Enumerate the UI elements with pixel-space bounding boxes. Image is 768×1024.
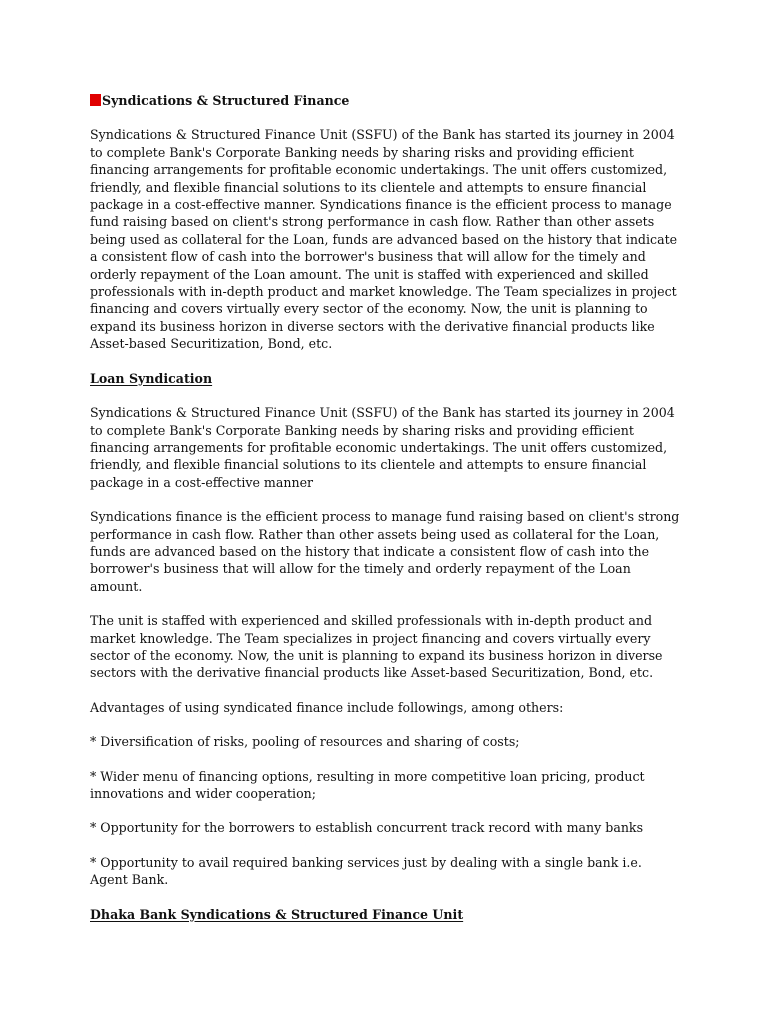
syndications-intro-paragraph: Syndications & Structured Finance Unit (SSFU) of the Bank has started its journey in 2004 to complete Bank's Corporate Banking needs by sharing risks and providing efficient financing arrangements for profitable economic undertakings. The unit offers customized, friendly, and flexible financial solutions to its clientele and attempts to ensure financial package in a cost-effective manner. Syndications finance is the efficient process to manage fund raising based on client's strong performance in cash flow. Rather than other assets being used as collateral for the Loan, funds are advanced based on the history that indicate a consistent flow of cash into the borrower's business that will allow for the timely and orderly repayment of the Loan amount. The unit is staffed with experienced and skilled professionals with in-depth product and market knowledge. The Team specializes in project financing and covers virtually every sector of the economy. Now, the unit is planning to expand its business horizon in diverse sectors with the derivative financial products like Asset-based Securitization, Bond, etc. — [90, 127, 678, 352]
red-square-icon — [90, 94, 101, 106]
loan-syndication-paragraph-2: Syndications finance is the efficient process to manage fund raising based on client's strong performance in cash flow. Rather than other assets being used as collateral for the Loan, funds are advanced based on the history that indicate a consistent flow of cash into the borrower's business that will allow for the timely and orderly repayment of the Loan amount. — [90, 509, 680, 594]
advantage-item: * Diversification of risks, pooling of resources and sharing of costs; — [90, 734, 520, 750]
section-heading-text: Syndications & Structured Finance — [102, 93, 350, 108]
advantage-item: * Opportunity to avail required banking services just by dealing with a single bank i.e. Agent Bank. — [90, 854, 642, 888]
advantage-item: * Wider menu of financing options, resulting in more competitive loan pricing, product innovations and wider cooperation; — [90, 768, 645, 801]
document-page — [90, 92, 680, 923]
loan-syndication-heading-text: Loan Syndication — [90, 370, 213, 386]
advantages-intro: Advantages of using syndicated finance include followings, among others: — [90, 699, 564, 715]
loan-syndication-paragraph-3: The unit is staffed with experienced and skilled professionals with in-depth product and market knowledge. The Team specializes in project financing and covers virtually every sector of the economy. Now, the unit is planning to expand its business horizon in diverse sectors with the derivative financial products like Asset-based Securitization, Bond, etc. — [90, 613, 663, 681]
section-heading-dhaka-bank-ssfu — [90, 906, 680, 923]
section-heading-syndications — [90, 92, 680, 109]
dhaka-bank-heading-text: Dhaka Bank Syndications & Structured Finance Unit — [90, 906, 464, 922]
loan-syndication-paragraph-1: Syndications & Structured Finance Unit (SSFU) of the Bank has started its journey in 2004 to complete Bank's Corporate Banking needs by sharing risks and providing efficient financing arrangements for profitable economic undertakings. The unit offers customized, friendly, and flexible financial solutions to its clientele and attempts to ensure financial package in a cost-effective manner — [90, 405, 675, 490]
advantage-item: * Opportunity for the borrowers to establish concurrent track record with many banks — [90, 820, 644, 836]
section-heading-loan-syndication — [90, 370, 680, 387]
